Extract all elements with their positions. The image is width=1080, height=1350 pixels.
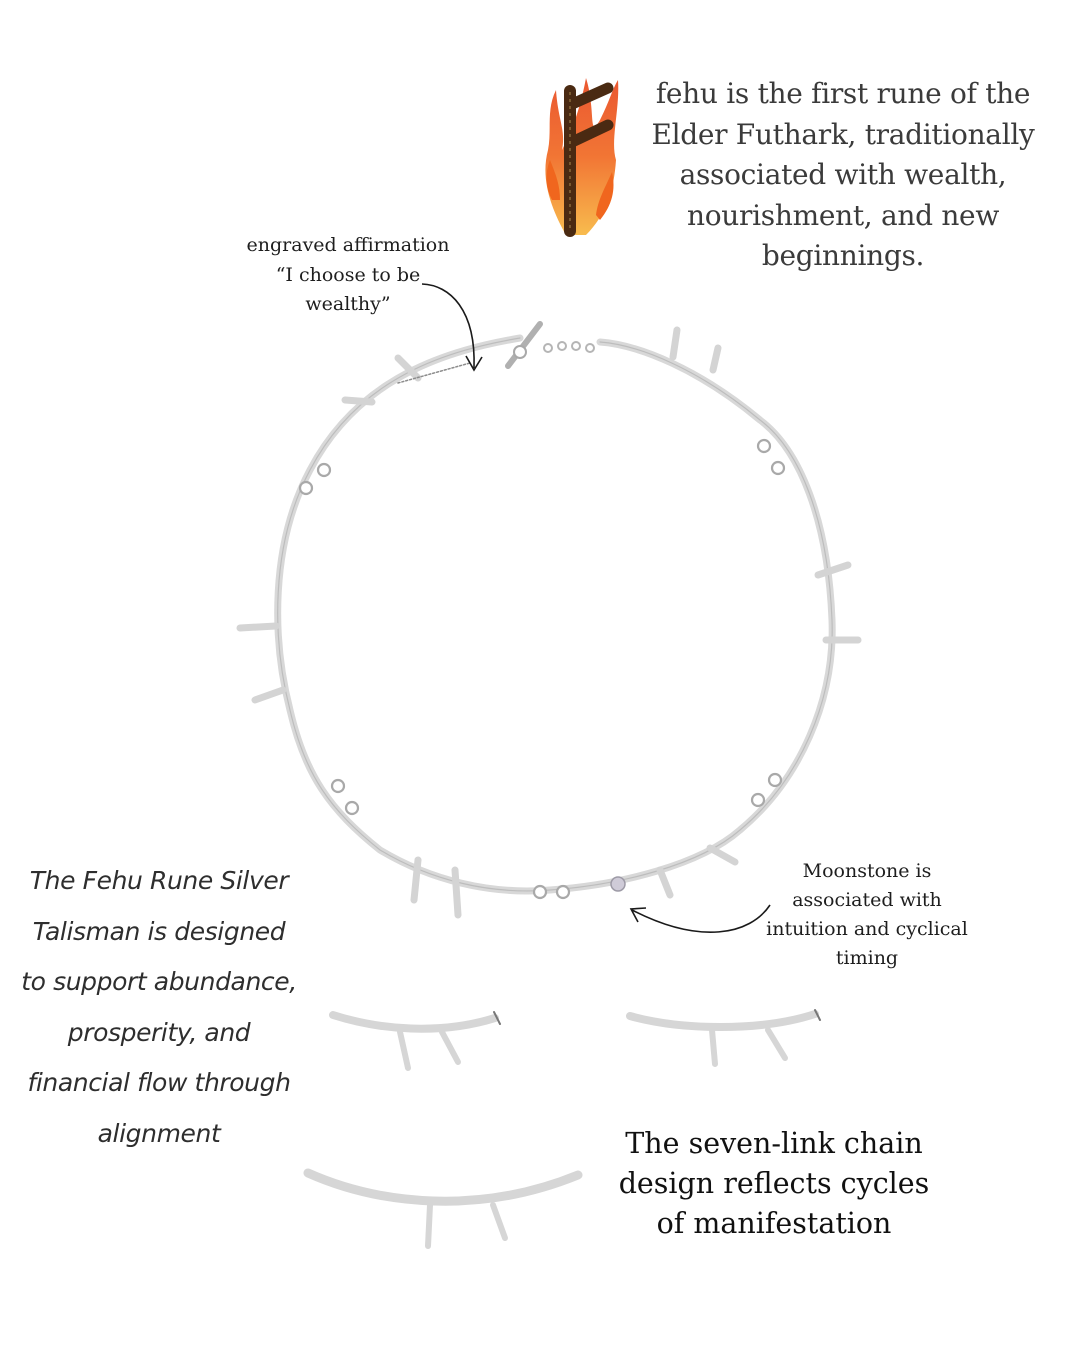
link-segment-3 (308, 1173, 578, 1246)
moonstone-gem (611, 877, 625, 891)
seven-link-caption: The seven-link chain design reflects cycles of manifestation (618, 1127, 930, 1240)
engraved-label-line-2: “I choose to be (275, 263, 421, 286)
engraved-label-line-1: engraved affirmation (246, 234, 450, 256)
moonstone-label: Moonstone is associated with intuition and cyclical timing (766, 860, 968, 969)
moonstone-arrow (631, 905, 770, 932)
fehu-rune-flame-icon (545, 78, 618, 237)
necklace-chain (240, 324, 858, 915)
talisman-description: The Fehu Rune Silver Talisman is designed to support abundance, prosperity, and financial flow through alignment (21, 866, 297, 1148)
engraved-affirmation-label (232, 231, 464, 320)
link-segment-1 (333, 1012, 500, 1068)
fehu-intro-text: fehu is the first rune of the Elder Futhark, traditionally associated with wealth, nourishment, and new beginnings. (651, 77, 1035, 272)
link-segment-2 (630, 1010, 820, 1064)
engraved-label-line-3: wealthy” (305, 293, 391, 315)
